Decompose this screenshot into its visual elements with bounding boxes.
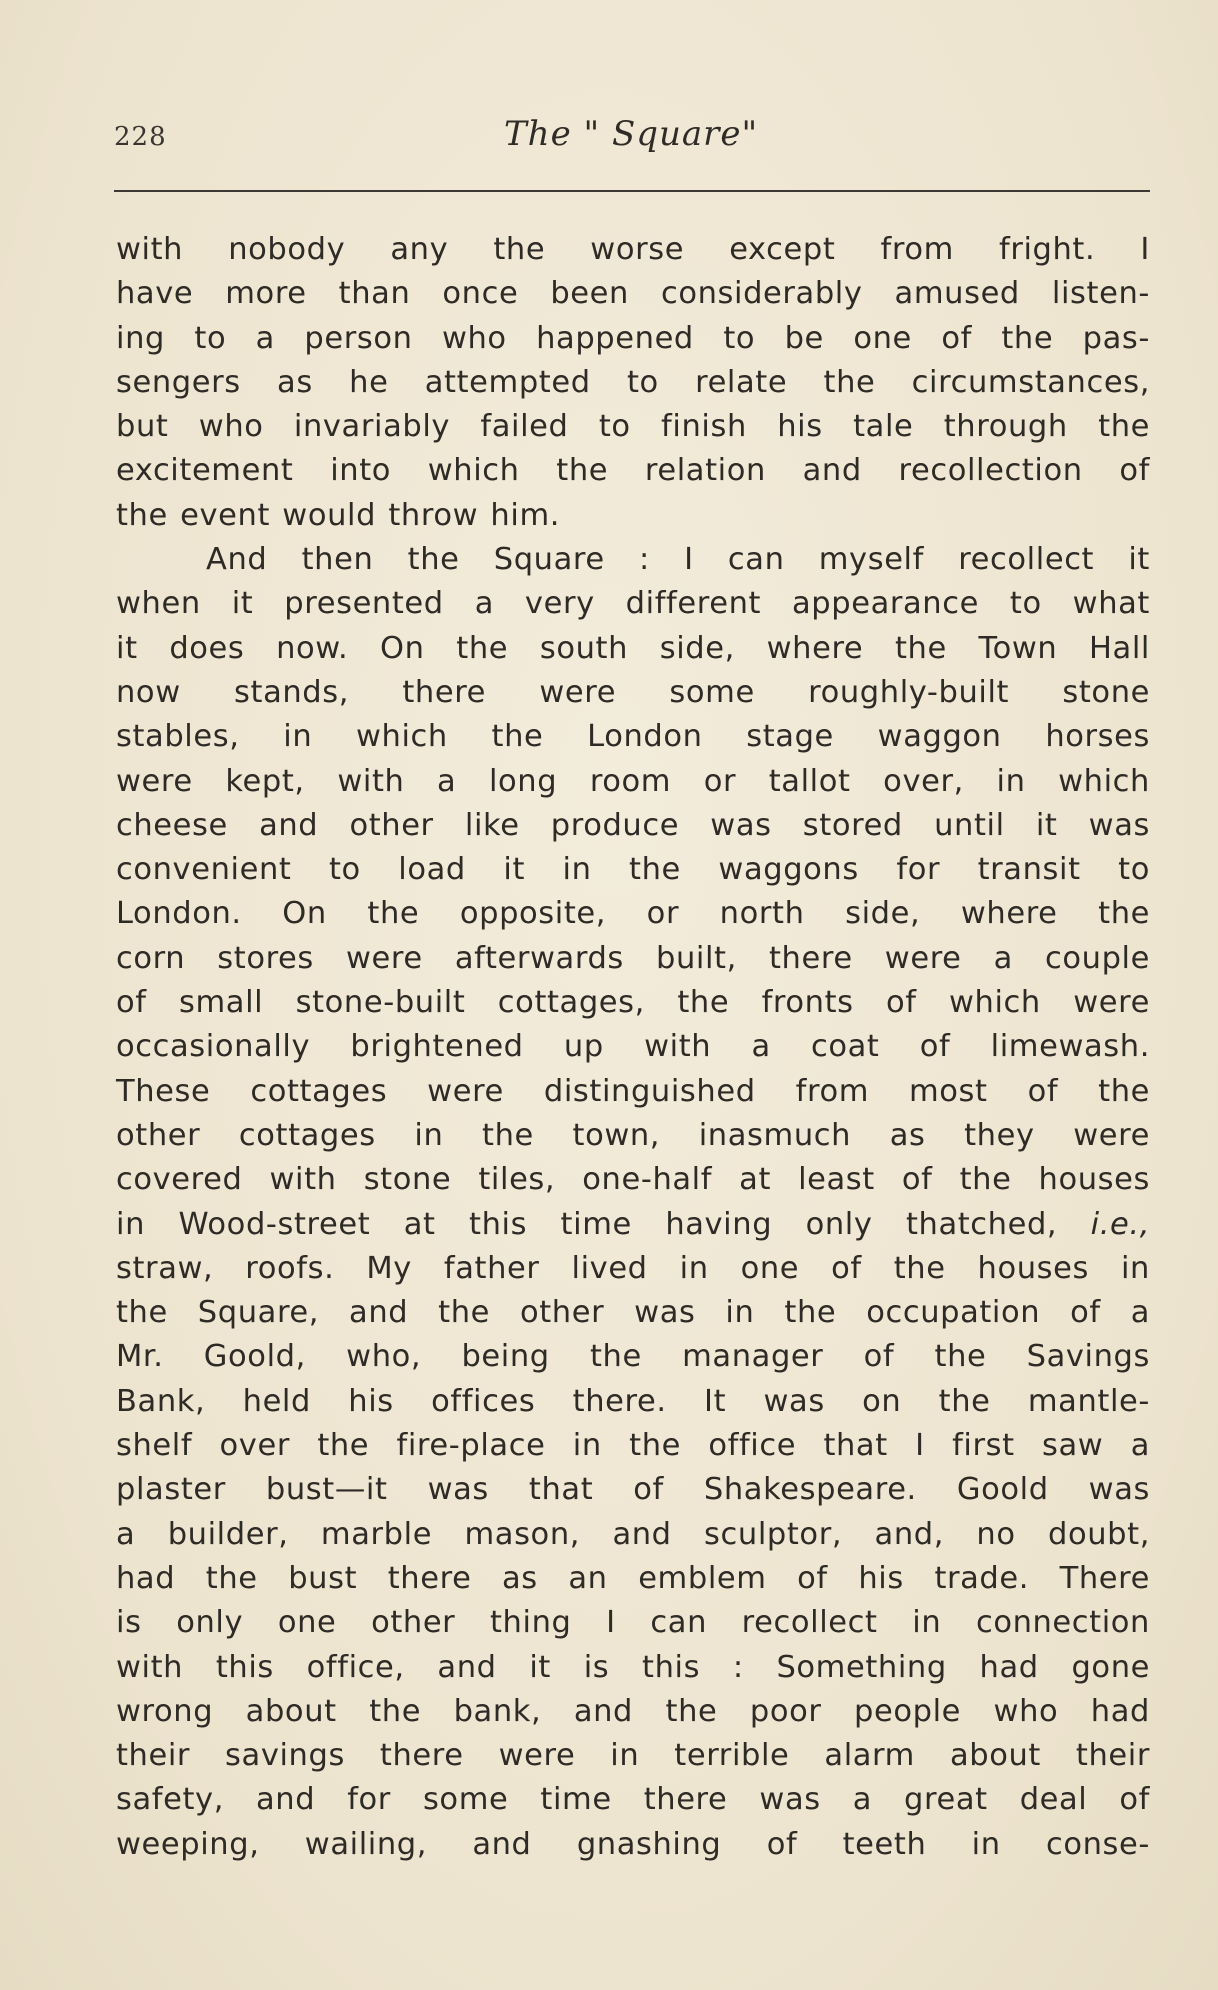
text-line: wrong about the bank, and the poor people who had (116, 1693, 1150, 1729)
text-line: London. On the opposite, or north side, where the (116, 896, 1150, 932)
text-line: Bank, held his offices there. It was on the mantle- (116, 1383, 1150, 1419)
text-line: have more than once been considerably amused listen- (116, 276, 1150, 312)
text-line: had the bust there as an emblem of his trade. There (116, 1560, 1150, 1596)
text-line: the Square, and the other was in the occupation of a (116, 1295, 1150, 1331)
text-line: occasionally brightened up with a coat of limewash. (116, 1029, 1150, 1065)
running-title: The " Square" (504, 114, 759, 154)
text-line: a builder, marble mason, and sculptor, and, no doubt, (116, 1516, 1150, 1552)
text-line: the event would throw him. (116, 497, 561, 533)
text-line: it does now. On the south side, where the Town Hall (116, 630, 1150, 666)
header-rule (114, 190, 1150, 192)
text-line: now stands, there were some roughly-built stone (116, 674, 1150, 710)
text-line: excitement into which the relation and recollection of (116, 453, 1150, 489)
text-line: is only one other thing I can recollect in connection (116, 1605, 1150, 1641)
text-line: their savings there were in terrible alarm about their (116, 1738, 1150, 1774)
text-line: with nobody any the worse except from fright. I (116, 232, 1150, 267)
text-line: other cottages in the town, inasmuch as they were (116, 1117, 1150, 1153)
text-line: convenient to load it in the waggons for transit to (116, 852, 1150, 888)
text-line-with-italic (116, 1203, 1150, 1247)
text-line: covered with stone tiles, one-half at least of the houses (116, 1162, 1150, 1198)
text-line: corn stores were afterwards built, there were a couple (116, 940, 1150, 976)
text-line: sengers as he attempted to relate the circumstances, (116, 364, 1150, 400)
text-line: stables, in which the London stage waggon horses (116, 719, 1150, 755)
text-line: weeping, wailing, and gnashing of teeth in conse- (116, 1826, 1150, 1862)
text-line: safety, and for some time there was a great deal of (116, 1782, 1150, 1818)
page-header (114, 112, 1154, 172)
text-line: shelf over the fire-place in the office that I first saw a (116, 1428, 1150, 1464)
body-text (116, 228, 1150, 1867)
text-line: straw, roofs. My father lived in one of the houses in (116, 1250, 1150, 1286)
text-line: but who invariably failed to finish his tale through the (116, 409, 1150, 445)
page-number: 228 (114, 122, 167, 152)
text-line: And then the Square : I can myself recollect it (206, 542, 1150, 578)
text-line: ing to a person who happened to be one of the pas- (116, 320, 1150, 356)
text-line: with this office, and it is this : Something had gone (116, 1649, 1150, 1685)
text-line: of small stone-built cottages, the fronts of which were (116, 985, 1150, 1021)
text-line: plaster bust—it was that of Shakespeare. Goold was (116, 1472, 1150, 1508)
italic-abbreviation: i.e., (1090, 1206, 1150, 1242)
text-line-start: in Wood-street at this time having only thatched, (116, 1206, 1058, 1242)
text-line: cheese and other like produce was stored until it was (116, 807, 1150, 843)
text-line: were kept, with a long room or tallot over, in which (116, 763, 1150, 799)
text-line: Mr. Goold, who, being the manager of the Savings (116, 1339, 1150, 1375)
text-line: when it presented a very different appearance to what (116, 586, 1150, 622)
text-line: These cottages were distinguished from most of the (116, 1073, 1150, 1109)
